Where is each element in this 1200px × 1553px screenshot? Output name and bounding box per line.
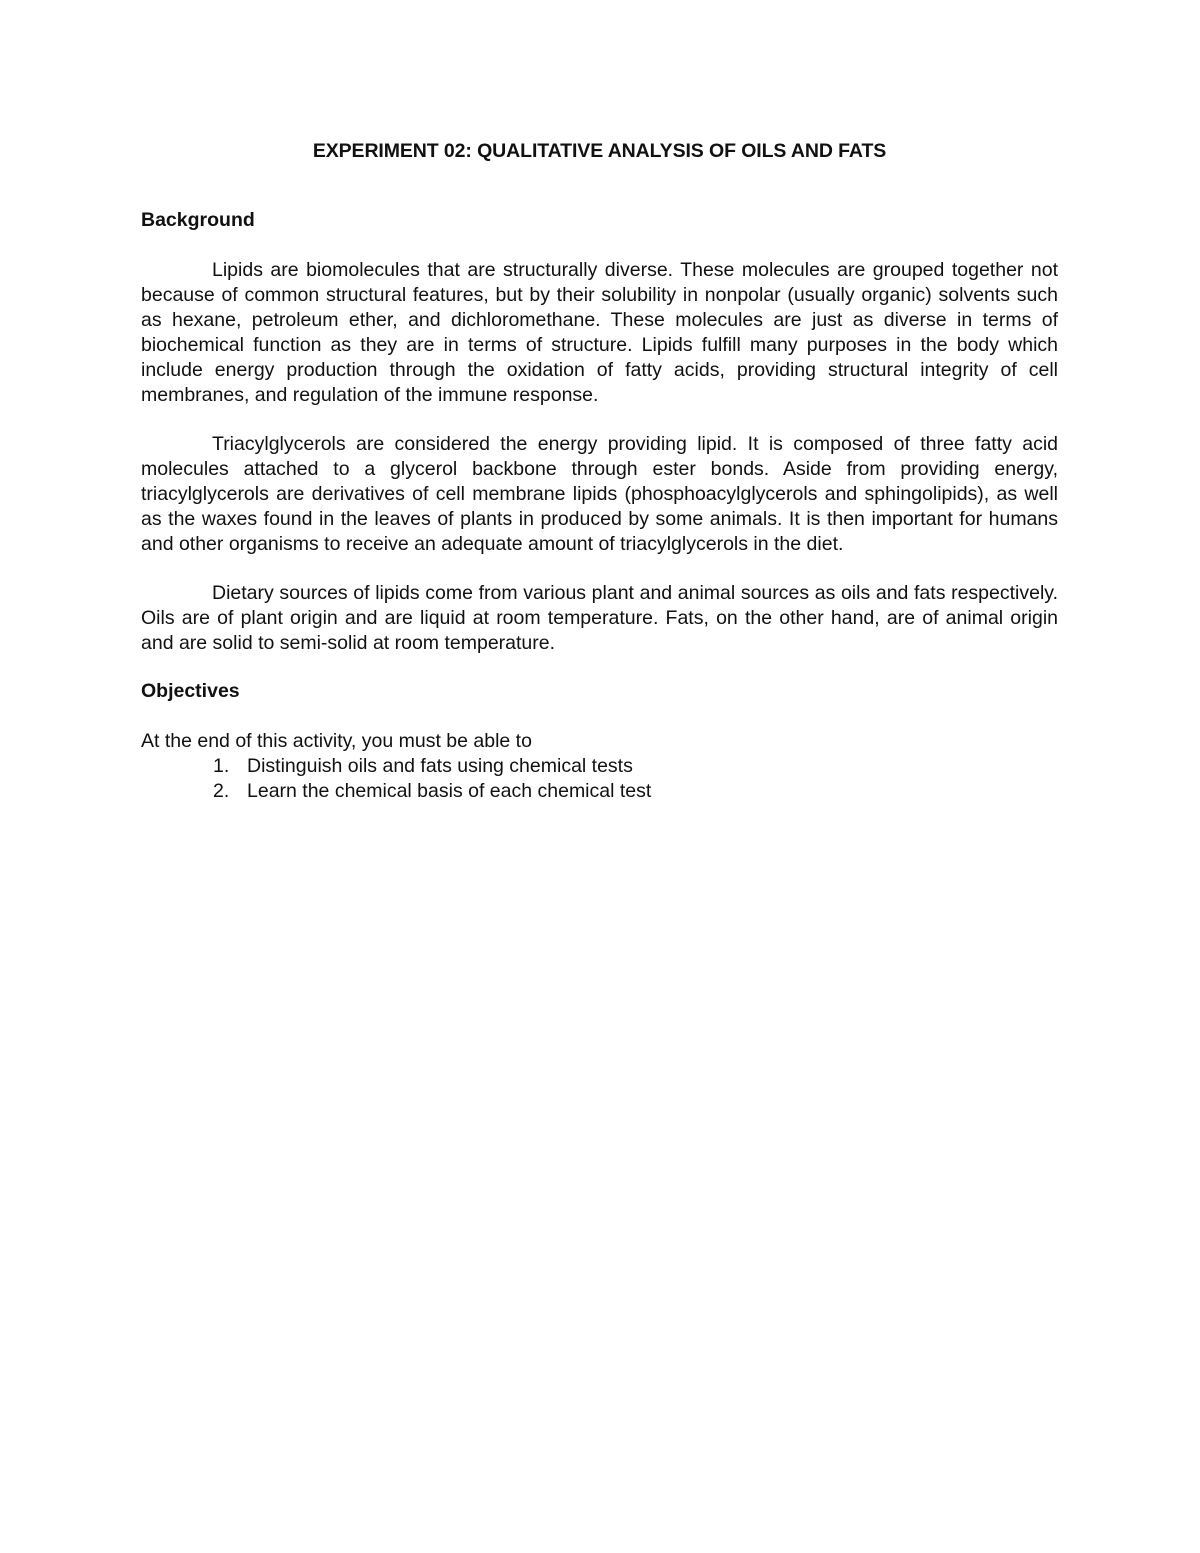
objectives-intro: At the end of this activity, you must be able to (141, 730, 532, 752)
objective-number: 2. (213, 780, 230, 802)
background-paragraph-2: Triacylglycerols are considered the energy providing lipid. It is composed of three fatty acid molecules attached to a glycerol backbone through ester bonds. Aside from providing energy, triacylglycerols are derivatives of cell membrane lipids (phosphoacylglycerols and sphingolipids), as well as the waxes found in the leaves of plants in produced by some animals. It is then important for humans and other organisms to receive an adequate amount of triacylglycerols in the diet. (141, 433, 1058, 555)
document-title: EXPERIMENT 02: QUALITATIVE ANALYSIS OF OILS AND FATS (312, 140, 887, 162)
objective-number: 1. (213, 755, 230, 777)
background-paragraph-3: Dietary sources of lipids come from various plant and animal sources as oils and fats respectively. Oils are of plant origin and are liquid at room temperature. Fats, on the other hand, are of animal origin and are solid to semi-solid at room temperature. (141, 582, 1058, 654)
objective-text: Distinguish oils and fats using chemical tests (247, 755, 633, 777)
objectives-heading: Objectives (141, 680, 240, 702)
objectives-list (141, 754, 1058, 804)
background-paragraph-1: Lipids are biomolecules that are structurally diverse. These molecules are grouped together not because of common structural features, but by their solubility in nonpolar (usually organic) solvents such as hexane, petroleum ether, and dichloromethane. These molecules are just as diverse in terms of biochemical function as they are in terms of structure. Lipids fulfill many purposes in the body which include energy production through the oxidation of fatty acids, providing structural integrity of cell membranes, and regulation of the immune response. (141, 259, 1058, 406)
objective-item (141, 754, 1058, 779)
objective-text: Learn the chemical basis of each chemical test (247, 780, 652, 802)
background-heading: Background (141, 209, 255, 231)
objective-item (141, 779, 1058, 804)
document-content (141, 140, 1058, 804)
